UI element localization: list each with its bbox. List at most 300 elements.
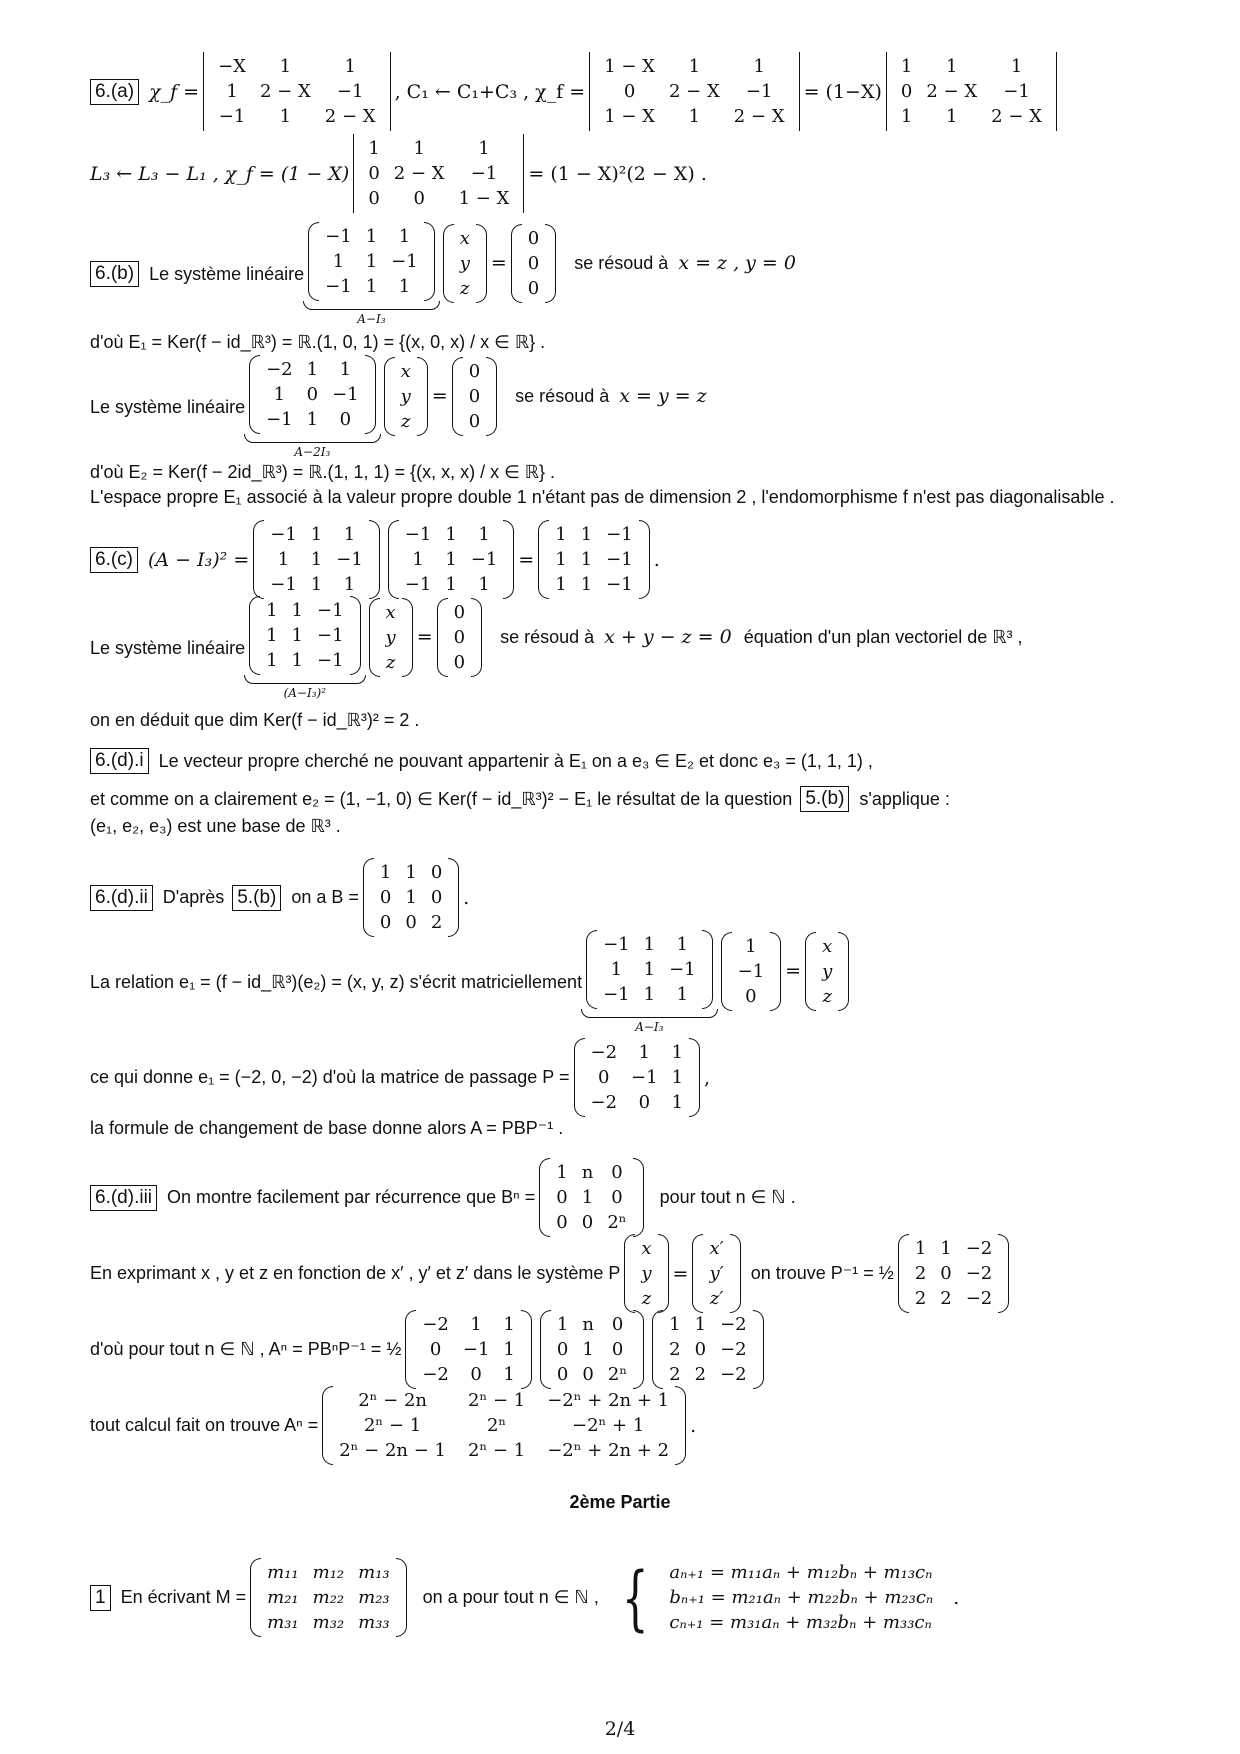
matrix	[635, 1234, 657, 1313]
matrix-cell: −2ⁿ + 1	[572, 1415, 645, 1436]
matrix-cell: 1	[745, 935, 757, 957]
matrix-cell: 2	[914, 1288, 927, 1309]
matrix-cell: 1	[914, 1238, 927, 1259]
matrix-cell: 2	[669, 1339, 681, 1360]
matrix-cell: m₂₁	[267, 1587, 299, 1608]
matrix-cell: 1	[368, 138, 380, 159]
matrix-cell: 0	[405, 912, 417, 933]
matrix-cell: −1	[391, 251, 418, 272]
section-6b-system1: 6.(b) Le système linéaire −1 1 1 1 1 −1 −1 1 1 A−I₃ x y z = 0 0 0 se résoud à x = z , y = 0	[90, 222, 796, 326]
matrix-cell: m₂₃	[358, 1587, 390, 1608]
matrix-cell: 1 − X	[458, 188, 510, 209]
matrix-cell: −1	[336, 81, 364, 102]
matrix-cell: 1	[277, 549, 290, 570]
text: En exprimant x , y et z en fonction de x′ , y′ et z′ dans le système P	[90, 1263, 621, 1283]
matrix-cell: 1	[582, 1339, 594, 1360]
matrix-cell: 0	[623, 81, 636, 102]
matrix	[597, 930, 702, 1009]
matrix-cell: 0	[368, 163, 380, 184]
matrix-cell: −1	[606, 574, 633, 595]
matrix-cell: n	[582, 1314, 594, 1335]
matrix-cell: −1	[266, 409, 293, 430]
dou-E1: d'où E₁ = Ker(f − id_ℝ³) = ℝ.(1, 0, 1) = {(x, 0, x) / x ∈ ℝ} .	[90, 332, 546, 352]
section-6diii-Bn	[90, 1158, 796, 1237]
underbrace-A-I3: −1 1 1 1 1 −1 −1 1 1 A−I₃	[582, 930, 717, 1034]
matrix-cell: 0	[339, 409, 352, 430]
matrix	[895, 52, 1048, 131]
matrix-cell: 1	[671, 1067, 684, 1088]
text: Le système linéaire	[90, 396, 246, 417]
label-6diii: 6.(d).iii	[90, 1185, 157, 1211]
matrix	[374, 858, 448, 937]
matrix-cell: −1	[470, 549, 498, 570]
matrix-cell: m₁₂	[312, 1562, 345, 1583]
section-6di-line1	[90, 748, 873, 774]
matrix-cell: 0	[527, 277, 540, 299]
matrix-cell: 2	[430, 912, 443, 933]
matrix-cell: 1	[306, 409, 319, 430]
matrix-cell: 1	[581, 1187, 594, 1208]
matrix-cell: 1	[339, 359, 352, 380]
matrix-cell: −1	[404, 574, 432, 595]
matrix-cell: 0	[598, 1067, 610, 1088]
matrix-cell: 2ⁿ	[607, 1364, 628, 1385]
matrix-cell: 1	[580, 524, 593, 545]
matrix-cell: z′	[709, 1288, 724, 1309]
matrix-cell: 0	[468, 385, 481, 407]
matrix-cell: −1	[316, 650, 344, 671]
matrix-cell: 0	[745, 985, 757, 1007]
matrix-cell: −2ⁿ + 2n + 1	[547, 1390, 670, 1411]
matrix	[380, 598, 402, 677]
matrix-cell: 1	[556, 1314, 569, 1335]
matrix-cell: 1	[332, 251, 345, 272]
matrix-cell: 1	[412, 549, 424, 570]
matrix-cell: 1	[445, 524, 457, 545]
matrix-cell: −X	[218, 56, 246, 77]
matrix-cell: 0	[468, 360, 481, 382]
det-1	[203, 52, 391, 131]
matrix-cell: cₙ₊₁ = m₃₁aₙ + m₃₂bₙ + m₃₃cₙ	[669, 1612, 932, 1633]
matrix-cell: 1	[478, 138, 490, 159]
text: se résoud à	[500, 626, 595, 647]
matrix	[333, 1386, 675, 1465]
matrix-cell: 0	[429, 1339, 442, 1360]
matrix-cell: z	[400, 410, 411, 432]
matrix-cell: −1	[316, 625, 344, 646]
matrix-cell: −1	[745, 81, 773, 102]
matrix	[395, 357, 417, 436]
matrix-cell: −1	[603, 984, 630, 1005]
matrix-cell: −1	[325, 226, 352, 247]
matrix-cell: 1	[306, 359, 319, 380]
section-6b-system2: Le système linéaire −2 1 1 1 0 −1 −1 1 0 A−2I₃ x y z = 0 0 0 se résoud à x = y = z	[90, 355, 707, 459]
text: on trouve P⁻¹ = ½	[750, 1263, 894, 1283]
matrix-cell: 2	[694, 1364, 707, 1385]
matrix-cell: 1	[940, 1238, 952, 1259]
matrix-cell: y′	[709, 1263, 724, 1284]
matrix	[362, 134, 515, 213]
matrix-cell: y	[385, 626, 396, 648]
matrix-cell: −1	[404, 524, 432, 545]
matrix-cell: bₙ₊₁ = m₂₁aₙ + m₂₂bₙ + m₂₃cₙ	[669, 1587, 934, 1608]
matrix	[732, 932, 771, 1011]
matrix	[585, 1038, 690, 1117]
matrix-cell: z	[460, 277, 470, 299]
matrix-cell: 0	[611, 1162, 623, 1183]
part2-title: 2ème Partie	[569, 1492, 671, 1512]
matrix-cell: 1	[478, 574, 490, 595]
text: tout calcul fait on trouve Aⁿ =	[90, 1415, 319, 1435]
matrix-cell: x	[641, 1238, 652, 1259]
matrix-cell: 1	[266, 650, 278, 671]
matrix-cell: 2ⁿ − 2n − 1	[339, 1440, 446, 1461]
matrix-cell: 2ⁿ	[607, 1212, 627, 1233]
matrix-cell: aₙ₊₁ = m₁₁aₙ + m₁₂bₙ + m₁₃cₙ	[669, 1562, 933, 1583]
matrix-cell: 1	[379, 862, 392, 883]
matrix-cell: 1	[688, 56, 701, 77]
matrix-cell: 0	[611, 1314, 624, 1335]
label-6dii: 6.(d).ii	[90, 885, 153, 911]
matrix-cell: 1	[279, 106, 292, 127]
eq-1: = (1−X)	[803, 80, 882, 103]
matrix	[522, 224, 545, 303]
matrix-cell: −2	[422, 1364, 449, 1385]
matrix-cell: y	[641, 1263, 652, 1284]
matrix-cell: −1	[606, 549, 633, 570]
dou-E2: d'où E₂ = Ker(f − 2id_ℝ³) = ℝ.(1, 1, 1) = {(x, x, x) / x ∈ ℝ} .	[90, 462, 556, 482]
matrix-cell: 1	[279, 56, 292, 77]
matrix-cell: x′	[709, 1238, 724, 1259]
matrix-cell: 0	[556, 1187, 568, 1208]
matrix-cell: 1	[643, 934, 656, 955]
matrix-cell: 1	[398, 226, 411, 247]
matrix-cell: 1	[900, 56, 913, 77]
matrix-cell: 1	[503, 1314, 515, 1335]
matrix-cell: z	[385, 651, 396, 673]
matrix-cell: 1	[580, 574, 593, 595]
part2-q1: 1 En écrivant M = m₁₁ m₁₂ m₁₃ m₂₁ m₂₂ m₂₃ m₃₁ m₃₂ m₃₃ on a pour tout n ∈ ℕ , { aₙ₊₁ = m₁₁aₙ + m₁₂bₙ + m₁₃cₙ bₙ₊₁ = m₂₁aₙ + m₂₂bₙ + m₂₃cₙ cₙ₊₁ = m₃₁aₙ + m₃₂bₙ + m₃₃cₙ .	[90, 1558, 959, 1637]
matrix-cell: 1	[291, 625, 303, 646]
underbrace-A-I3: −1 1 1 1 1 −1 −1 1 1 A−I₃	[304, 222, 439, 326]
matrix-cell: 1	[676, 934, 689, 955]
matrix-cell: 2ⁿ − 1	[363, 1415, 422, 1436]
section-6c-system: Le système linéaire 1 1 −1 1 1 −1 1 1 −1 (A−I₃)² x y z = 0 0 0 se résoud à x + y − z = 0 équation d'un plan vectoriel de ℝ³ ,	[90, 596, 1023, 700]
matrix-cell: 2ⁿ − 1	[468, 1390, 526, 1411]
matrix	[212, 52, 382, 131]
matrix-cell: 1	[694, 1314, 707, 1335]
section-6diii-An-product	[90, 1310, 768, 1389]
matrix-cell: 1	[669, 1314, 681, 1335]
label-6di: 6.(d).i	[90, 748, 149, 774]
matrix	[909, 1234, 998, 1313]
matrix-cell: −1	[332, 384, 359, 405]
matrix	[319, 222, 424, 301]
section-6dii-B: 6.(d).ii D'après 5.(b) on a B = 1 1 0 0 1 0 0 0 2 .	[90, 858, 469, 937]
matrix-cell: 0	[611, 1339, 624, 1360]
text: on a pour tout n ∈ ℕ ,	[422, 1587, 599, 1607]
matrix-cell: n	[581, 1162, 594, 1183]
matrix-cell: 0	[430, 862, 443, 883]
matrix	[399, 520, 504, 599]
matrix	[663, 1558, 939, 1637]
text: En écrivant M =	[120, 1587, 247, 1607]
section-6dii-relation: La relation e₁ = (f − id_ℝ³)(e₂) = (x, y, z) s'écrit matriciellement −1 1 1 1 1 −1 −1 1 1 A−I₃ 1 −1 0 = x y z	[90, 930, 853, 1034]
matrix-cell: 0	[379, 912, 392, 933]
matrix	[260, 355, 365, 434]
matrix-cell: 0	[453, 651, 466, 673]
matrix	[816, 932, 838, 1011]
matrix-cell: 1	[344, 56, 356, 77]
matrix-cell: 1	[946, 106, 958, 127]
matrix-cell: 2ⁿ − 1	[468, 1440, 526, 1461]
text: x = y = z	[619, 385, 707, 407]
matrix-cell: 1	[291, 600, 303, 621]
chi-f: χ_f =	[149, 80, 200, 103]
page-number: 2/4	[604, 1718, 636, 1740]
matrix-cell: −2	[720, 1364, 747, 1385]
matrix-cell: 1	[671, 1042, 684, 1063]
matrix-cell: −2	[720, 1314, 747, 1335]
matrix-cell: −2	[266, 359, 293, 380]
text: D'après	[162, 887, 225, 907]
label-q1: 1	[90, 1585, 111, 1611]
matrix-cell: 0	[940, 1263, 952, 1284]
text: d'où pour tout n ∈ ℕ , Aⁿ = PBⁿP⁻¹ = ½	[90, 1339, 402, 1359]
matrix	[703, 1234, 729, 1313]
matrix-cell: 2	[940, 1288, 952, 1309]
matrix-cell: 0	[556, 1212, 568, 1233]
matrix-cell: 1	[445, 549, 457, 570]
matrix-cell: 1	[753, 56, 765, 77]
ref-5b[interactable]: 5.(b)	[232, 885, 281, 911]
matrix-cell: 0	[306, 384, 319, 405]
section-6diii-An-result: tout calcul fait on trouve Aⁿ = 2ⁿ − 2n 2ⁿ − 1 −2ⁿ + 2n + 1 2ⁿ − 1 2ⁿ −2ⁿ + 1 2ⁿ − 2n − 1 2ⁿ − 1 −2ⁿ + 2n + 2 .	[90, 1386, 696, 1465]
matrix-cell: 2ⁿ	[486, 1415, 507, 1436]
text: Le vecteur propre cherché ne pouvant appartenir à E₁ on a e₃ ∈ E₂ et donc e₃ = (1, 1, 1) ,	[158, 750, 873, 771]
text: La relation e₁ = (f − id_ℝ³)(e₂) = (x, y, z) s'écrit matriciellement	[90, 971, 583, 992]
matrix-cell: 1	[643, 984, 656, 1005]
matrix-cell: 2	[669, 1364, 681, 1385]
matrix-cell: −1	[606, 524, 633, 545]
matrix-cell: 2 − X	[733, 106, 785, 127]
ref-5b[interactable]: 5.(b)	[800, 786, 849, 812]
matrix-cell: 1	[1010, 56, 1023, 77]
matrix-cell: −2ⁿ + 2n + 2	[547, 1440, 670, 1461]
text: et comme on a clairement e₂ = (1, −1, 0) ∈ Ker(f − id_ℝ³)² − E₁ le résultat de la question	[90, 788, 793, 809]
label-6a: 6.(a)	[90, 79, 139, 105]
matrix	[448, 598, 471, 677]
matrix-cell: −1	[603, 934, 630, 955]
matrix	[261, 1558, 396, 1637]
matrix-cell: 1	[291, 650, 303, 671]
matrix-cell: 2 − X	[991, 106, 1042, 127]
matrix-cell: 1	[643, 959, 656, 980]
matrix-cell: 1	[310, 549, 323, 570]
matrix	[463, 357, 486, 436]
section-6diii-Pinv: En exprimant x , y et z en fonction de x′ , y′ et z′ dans le système P x y z = x′ y′ z′ on trouve P⁻¹ = ½ 1 1 −2 2 0 −2 2 2 −2	[90, 1234, 1013, 1313]
matrix-cell: 0	[900, 81, 913, 102]
matrix-cell: m₂₂	[312, 1587, 345, 1608]
text: se résoud à	[515, 385, 610, 406]
matrix	[551, 1310, 633, 1389]
matrix-cell: 1	[470, 1314, 482, 1335]
matrix-cell: −1	[470, 163, 498, 184]
matrix-cell: 1	[273, 384, 286, 405]
matrix-cell: z	[822, 985, 832, 1007]
text: pour tout n ∈ ℕ .	[659, 1187, 796, 1207]
conclusion-6b: L'espace propre E₁ associé à la valeur propre double 1 n'étant pas de dimension 2 , l'endomorphisme f n'est pas diagonalisable .	[90, 487, 1115, 507]
matrix-cell: 0	[556, 1339, 569, 1360]
text: On montre facilement par récurrence que Bⁿ =	[167, 1187, 536, 1207]
matrix-cell: 1	[343, 574, 356, 595]
matrix-cell: 1	[638, 1042, 651, 1063]
matrix-cell: 0	[413, 188, 425, 209]
matrix-cell: −2	[965, 1288, 993, 1309]
matrix-cell: 1	[266, 625, 278, 646]
label-6b: 6.(b)	[90, 261, 139, 287]
matrix-cell: −1	[336, 549, 363, 570]
matrix-cell: x	[400, 360, 411, 382]
text: x + y − z = 0	[604, 626, 732, 648]
matrix-cell: 0	[527, 252, 540, 274]
matrix-cell: 1	[405, 862, 417, 883]
matrix-cell: m₁₃	[358, 1562, 390, 1583]
matrix-cell: 1	[688, 106, 701, 127]
matrix-cell: −1	[462, 1339, 490, 1360]
matrix-cell: 1	[503, 1364, 515, 1385]
matrix-cell: 0	[379, 887, 392, 908]
text: se résoud à	[574, 252, 669, 273]
matrix-cell: 0	[556, 1364, 569, 1385]
underbrace-A-I3-squared: 1 1 −1 1 1 −1 1 1 −1 (A−I₃)²	[245, 596, 364, 700]
matrix-cell: y	[459, 252, 470, 274]
matrix-cell: m₁₁	[267, 1562, 299, 1583]
matrix-cell: 1	[503, 1339, 515, 1360]
matrix-cell: 1	[405, 887, 417, 908]
matrix-cell: 2 − X	[926, 81, 978, 102]
matrix-cell: 1 − X	[604, 56, 655, 77]
matrix-cell: 1	[365, 226, 378, 247]
recurrence-system: { aₙ₊₁ = m₁₁aₙ + m₁₂bₙ + m₁₃cₙ bₙ₊₁ = m₂₁aₙ + m₂₂bₙ + m₂₃cₙ cₙ₊₁ = m₃₁aₙ + m₃₂bₙ + m₃₃cₙ	[613, 1558, 939, 1637]
matrix-cell: 1	[310, 574, 323, 595]
matrix-cell: 1	[610, 959, 623, 980]
matrix-cell: 0	[581, 1212, 594, 1233]
matrix-cell: −1	[218, 106, 246, 127]
text: Le système linéaire	[90, 637, 246, 658]
matrix-cell: 1 − X	[604, 106, 655, 127]
matrix-cell: 0	[470, 1364, 482, 1385]
matrix-cell: 0	[611, 1187, 623, 1208]
matrix-cell: m₃₃	[358, 1612, 390, 1633]
matrix	[416, 1310, 521, 1389]
matrix-cell: −1	[325, 276, 352, 297]
matrix-cell: 0	[582, 1364, 594, 1385]
matrix-cell: 0	[368, 188, 380, 209]
matrix-cell: 1	[343, 524, 356, 545]
matrix-cell: −2	[720, 1339, 747, 1360]
text: (A − I₃)² =	[148, 548, 250, 571]
matrix	[260, 596, 349, 675]
matrix-cell: 1	[555, 524, 567, 545]
matrix-cell: 2ⁿ − 2n	[358, 1390, 427, 1411]
matrix-cell: 2	[914, 1263, 927, 1284]
matrix-cell: −1	[737, 960, 765, 982]
matrix-cell: 1	[266, 600, 278, 621]
matrix	[598, 52, 790, 131]
matrix-cell: 1	[365, 276, 378, 297]
text: équation d'un plan vectoriel de ℝ³ ,	[743, 626, 1023, 647]
label-6c: 6.(c)	[90, 547, 138, 573]
matrix-cell: 0	[430, 887, 443, 908]
matrix-cell: −2	[590, 1092, 618, 1113]
matrix-cell: 0	[694, 1339, 707, 1360]
section-6c-square: 6.(c) (A − I₃)² = −1 1 1 1 1 −1 −1 1 1 −1 1 1 1 1 −1 −1 1 1 = 1 1 −1 1 1 −1 1 1 −1 .	[90, 520, 660, 599]
matrix-cell: x	[459, 227, 470, 249]
matrix-cell: −1	[1003, 81, 1030, 102]
det-2	[589, 52, 799, 131]
matrix-cell: 2 − X	[260, 81, 311, 102]
det-3	[886, 52, 1057, 131]
underbrace-A-2I3: −2 1 1 1 0 −1 −1 1 0 A−2I₃	[245, 355, 380, 459]
deduction-6c: on en déduit que dim Ker(f − id_ℝ³)² = 2 .	[90, 710, 420, 730]
matrix-cell: 1	[310, 524, 323, 545]
matrix-cell: 1	[556, 1162, 568, 1183]
matrix-cell: 0	[453, 601, 466, 623]
op-2: L₃ ← L₃ − L₁ , χ_f = (1 − X)	[90, 162, 350, 185]
matrix-cell: 1	[365, 251, 378, 272]
matrix-cell: 1	[555, 574, 567, 595]
change-of-basis: la formule de changement de base donne alors A = PBP⁻¹ .	[90, 1118, 564, 1138]
matrix-cell: −1	[270, 524, 297, 545]
det-4	[353, 134, 524, 213]
matrix-cell: 1	[555, 549, 567, 570]
matrix-cell: −1	[270, 574, 297, 595]
matrix-cell: 1	[900, 106, 913, 127]
matrix-cell: y	[400, 385, 411, 407]
matrix	[550, 1158, 632, 1237]
matrix-cell: 2 − X	[393, 163, 445, 184]
matrix-cell: −2	[965, 1263, 993, 1284]
matrix-cell: 1	[580, 549, 593, 570]
matrix-cell: 0	[468, 410, 481, 432]
matrix-cell: 1	[676, 984, 689, 1005]
matrix-cell: 1	[398, 276, 411, 297]
matrix-cell: 1	[445, 574, 457, 595]
matrix	[549, 520, 638, 599]
matrix-cell: 1	[226, 81, 238, 102]
matrix	[454, 224, 476, 303]
matrix-cell: 0	[638, 1092, 651, 1113]
section-6dii-passage: ce qui donne e₁ = (−2, 0, −2) d'où la matrice de passage P = −2 1 1 0 −1 1 −2 0 1 ,	[90, 1038, 710, 1117]
matrix	[663, 1310, 752, 1389]
matrix-cell: 2 − X	[324, 106, 376, 127]
matrix-cell: x	[385, 601, 396, 623]
matrix-cell: −2	[422, 1314, 449, 1335]
matrix	[264, 520, 369, 599]
matrix-cell: 1	[413, 138, 425, 159]
result-6a: = (1 − X)²(2 − X) .	[528, 162, 707, 185]
matrix-cell: 0	[453, 626, 466, 648]
matrix-cell: −1	[316, 600, 344, 621]
matrix-cell: 2 − X	[668, 81, 720, 102]
matrix-cell: 0	[527, 227, 540, 249]
section-6di-line3: (e₁, e₂, e₃) est une base de ℝ³ .	[90, 816, 341, 836]
text: Le système linéaire	[149, 263, 305, 284]
matrix-cell: m₃₁	[267, 1612, 299, 1633]
text: ce qui donne e₁ = (−2, 0, −2) d'où la matrice de passage P =	[90, 1067, 570, 1087]
matrix-cell: m₃₂	[312, 1612, 345, 1633]
